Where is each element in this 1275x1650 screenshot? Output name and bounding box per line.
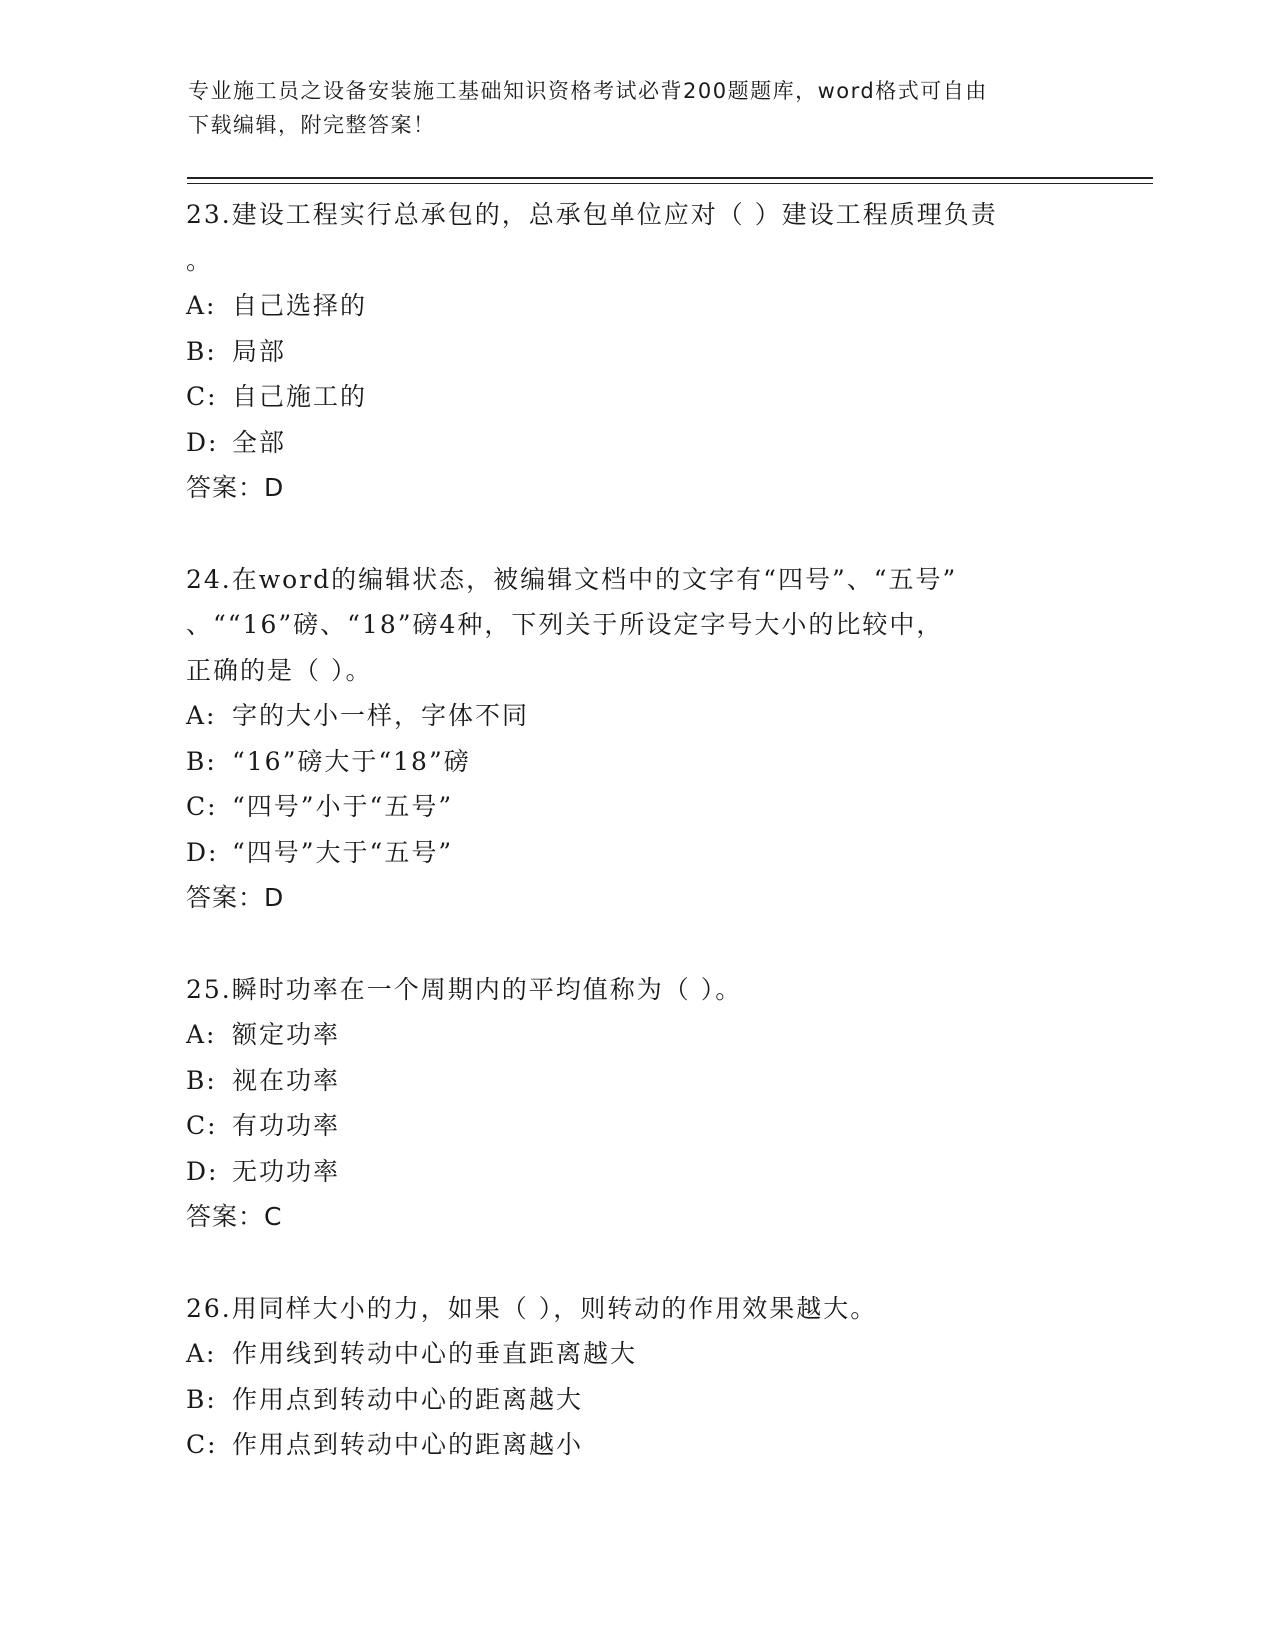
option-text: “四号”大于“五号” <box>232 837 454 867</box>
option-text: 作用点到转动中心的距离越小 <box>232 1430 584 1459</box>
option-text: “16”磅大于“18”磅 <box>232 746 471 776</box>
option-key: C: <box>186 792 218 821</box>
answer-label: 答案： <box>186 473 265 502</box>
header-line-1: 专业施工员之设备安装施工基础知识资格考试必背200题题库，word格式可自由 <box>188 79 988 103</box>
question-text-line: 正确的是（ ）。 <box>186 655 373 685</box>
question-25 <box>186 967 1086 1240</box>
option-text: 字的大小一样，字体不同 <box>232 701 530 730</box>
answer-line <box>186 465 1086 511</box>
option-a <box>186 1012 1086 1058</box>
option-text: 作用线到转动中心的垂直距离越大 <box>232 1339 638 1368</box>
question-list <box>186 192 1086 1514</box>
option-key: D: <box>186 427 219 457</box>
answer-value: D <box>264 883 285 912</box>
option-text: 自己选择的 <box>232 291 368 320</box>
option-key: D: <box>186 1156 219 1186</box>
option-text: 视在功率 <box>232 1065 341 1095</box>
answer-value: C <box>264 1202 283 1231</box>
question-text-line: 。 <box>186 245 214 275</box>
option-key: B: <box>186 1065 217 1095</box>
option-a <box>186 1331 1086 1377</box>
option-key: C: <box>186 1111 218 1140</box>
option-text: 无功功率 <box>232 1156 341 1186</box>
option-b <box>186 1058 1086 1104</box>
option-c <box>186 784 1086 830</box>
header-line-2: 下载编辑，附完整答案！ <box>188 113 436 137</box>
option-text: 有功功率 <box>232 1111 341 1140</box>
document-header <box>188 74 1068 142</box>
option-key: B: <box>186 1384 217 1414</box>
header-divider-thin <box>187 183 1153 184</box>
option-c <box>186 374 1086 420</box>
question-26 <box>186 1286 1086 1468</box>
option-b <box>186 739 1086 785</box>
answer-line <box>186 1194 1086 1240</box>
option-key: B: <box>186 746 217 776</box>
option-key: A: <box>186 701 217 730</box>
option-text: “四号”小于“五号” <box>232 792 454 821</box>
option-key: D: <box>186 837 219 867</box>
option-c <box>186 1422 1086 1468</box>
option-key: C: <box>186 382 218 411</box>
option-d <box>186 1149 1086 1195</box>
option-a <box>186 693 1086 739</box>
option-text: 作用点到转动中心的距离越大 <box>232 1384 584 1414</box>
answer-label: 答案： <box>186 883 265 912</box>
question-text-line: 25.瞬时功率在一个周期内的平均值称为（ ）。 <box>186 974 743 1004</box>
option-d <box>186 420 1086 466</box>
option-text: 自己施工的 <box>232 382 368 411</box>
option-a <box>186 283 1086 329</box>
option-text: 额定功率 <box>232 1020 341 1049</box>
question-24 <box>186 557 1086 921</box>
option-b <box>186 329 1086 375</box>
option-key: A: <box>186 291 217 320</box>
option-key: C: <box>186 1430 218 1459</box>
question-text-line: 26.用同样大小的力，如果（ ），则转动的作用效果越大。 <box>186 1293 878 1323</box>
question-text-line: 、““16”磅、“18”磅4种，下列关于所设定字号大小的比较中， <box>186 610 944 639</box>
option-key: B: <box>186 336 217 366</box>
option-key: A: <box>186 1020 217 1049</box>
header-divider-thick <box>187 177 1153 179</box>
option-b <box>186 1377 1086 1423</box>
option-text: 局部 <box>232 336 287 366</box>
option-c <box>186 1103 1086 1149</box>
option-text: 全部 <box>232 427 287 457</box>
question-text-line: 23.建设工程实行总承包的，总承包单位应对（ ）建设工程质理负责 <box>186 200 998 229</box>
answer-label: 答案： <box>186 1202 265 1231</box>
question-text-line: 24.在word的编辑状态，被编辑文档中的文字有“四号”、“五号” <box>186 564 958 594</box>
option-key: A: <box>186 1339 217 1368</box>
option-d <box>186 830 1086 876</box>
question-23 <box>186 192 1086 511</box>
answer-value: D <box>264 473 285 502</box>
answer-line <box>186 875 1086 921</box>
